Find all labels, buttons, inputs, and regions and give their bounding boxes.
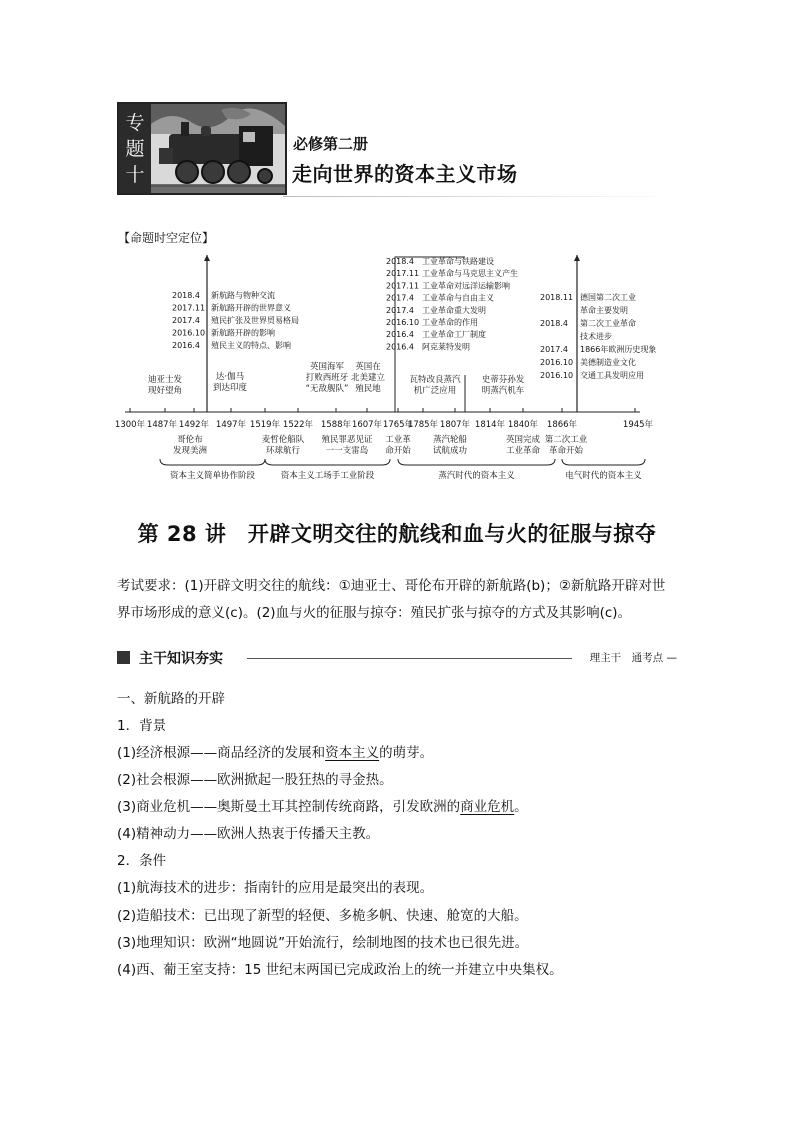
note-date: 2016.4 (172, 341, 200, 350)
note-topic: 革命主要发明 (580, 306, 628, 315)
header-banner (117, 102, 287, 195)
note-date: 2016.10 (540, 358, 574, 367)
event-below: 蒸汽轮船 (432, 435, 468, 445)
year-label: 1866年 (546, 420, 578, 430)
event-above: 殖民地 (355, 384, 381, 394)
year-label: 1300年 (114, 420, 146, 430)
stage-bracket (398, 459, 555, 465)
event-above: “无敌舰队” (305, 384, 349, 394)
year-label: 1492年 (178, 420, 210, 430)
year-label: 1785年 (407, 420, 439, 430)
event-below: 殖民罪恶见证 (321, 435, 373, 445)
note-topic: 工业革命重大发明 (422, 305, 486, 315)
year-label: 1607年 (351, 420, 383, 430)
event-above: 达·伽马 (215, 372, 245, 382)
year-label: 1945年 (622, 420, 654, 430)
year-label: 1807年 (439, 420, 471, 430)
section-name: 主干知识夯实 (139, 651, 223, 667)
event-above: 机广泛应用 (413, 386, 457, 396)
note-date: 2018.11 (540, 293, 574, 302)
year-label: 1765年 (382, 420, 414, 430)
background-item: (3)商业危机——奥斯曼土耳其控制传统商路，引发欧洲的商业危机。 (117, 799, 528, 815)
note-date: 2018.4 (540, 319, 568, 328)
timeline-heading: 【命题时空定位】 (118, 231, 215, 245)
event-below: 发现美洲 (172, 446, 208, 456)
condition-item: (1)航海技术的进步：指南针的应用是最突出的表现。 (117, 880, 434, 896)
note-topic: 工业革命工厂制度 (422, 330, 486, 340)
event-below: 工业革 (385, 435, 411, 445)
stage-label: 电气时代的资本主义 (565, 471, 642, 481)
note-date: 2016.4 (386, 342, 414, 352)
background-item: (2)社会根源——欧洲掀起一股狂热的寻金热。 (117, 772, 393, 788)
event-below: 革命开始 (548, 446, 584, 456)
badge-char: 十 (125, 163, 145, 186)
note-date: 2016.4 (386, 330, 414, 340)
year-label: 1840年 (507, 420, 539, 430)
event-above: 打败西班牙 (305, 373, 349, 383)
section-tagline: 理主干 通考点 — (589, 652, 677, 664)
event-above: 史蒂芬孙发 (481, 375, 525, 385)
event-below: 哥伦布 (177, 435, 203, 445)
heading-conditions: 2．条件 (117, 853, 167, 869)
condition-item: (2)造船技术：已出现了新型的轻便、多桅多帆、快速、舱宽的大船。 (117, 908, 528, 924)
background-item: (4)精神动力——欧洲人热衷于传播天主教。 (117, 826, 380, 842)
note-date: 2016.10 (172, 328, 206, 338)
topic-title: 走向世界的资本主义市场 (292, 162, 518, 186)
condition-item: (4)西、葡王室支持：15 世纪末两国已完成政治上的统一并建立中央集权。 (117, 962, 563, 978)
stage-label: 资本主义工场手工业阶段 (280, 471, 375, 481)
background-item: (1)经济根源——商品经济的发展和资本主义的萌芽。 (117, 745, 434, 761)
event-below: 命开始 (385, 446, 411, 456)
history-timeline (110, 245, 670, 495)
event-above: 英国海军 (309, 362, 345, 372)
event-below: 试航成功 (432, 446, 468, 456)
note-topic: 殖民扩张及世界贸易格局 (211, 316, 299, 325)
note-topic: 第二次工业革命 (580, 319, 636, 328)
note-date: 2017.4 (386, 293, 414, 303)
lecture-title: 第 28 讲 开辟文明交往的航线和血与火的征服与掠夺 (137, 522, 657, 546)
heading-background: 1．背景 (117, 718, 167, 734)
event-below: 工业革命 (505, 446, 541, 456)
stage-label: 蒸汽时代的资本主义 (438, 471, 515, 481)
note-date: 2017.4 (540, 345, 568, 354)
note-topic: 美德制造业文化 (580, 358, 636, 367)
note-topic: 德国第二次工业 (580, 293, 636, 302)
year-label: 1522年 (282, 420, 314, 430)
stage-label: 资本主义简单协作阶段 (169, 471, 256, 481)
note-topic: 工业革命与铁路建设 (422, 257, 494, 266)
year-label: 1814年 (474, 420, 506, 430)
event-above: 英国在 (355, 362, 381, 372)
new-routes-arrow-head (204, 255, 210, 261)
note-date: 2017.11 (386, 269, 420, 279)
exam-requirements: 考试要求：(1)开辟文明交往的航线：①迪亚士、哥伦布开辟的新航路(b)；②新航路开辟对世界市场形成的意义(c)。(2)血与火的征服与掠夺：殖民扩张与掠夺的方式及其影响(c)。 (117, 578, 666, 621)
note-topic: 工业革命与自由主义 (422, 293, 494, 303)
book-subtitle: 必修第二册 (293, 135, 369, 153)
event-below: 环球航行 (265, 446, 301, 456)
note-date: 2016.10 (386, 318, 420, 327)
note-topic: 工业革命对远洋运输影响 (422, 281, 510, 291)
note-date: 2016.10 (540, 371, 574, 380)
event-above: 北美建立 (350, 373, 386, 383)
electric-era-arrow-head (574, 255, 580, 261)
condition-item: (3)地理知识：欧洲“地圆说”开始流行，绘制地图的技术也已很先进。 (117, 935, 529, 951)
event-above: 明蒸汽机车 (481, 386, 525, 396)
topic-badge (119, 104, 151, 193)
note-topic: 新航路与物种交流 (211, 291, 275, 300)
event-above: 到达印度 (212, 383, 248, 393)
year-label: 1487年 (146, 420, 178, 430)
event-below: 第二次工业 (544, 435, 588, 445)
section-square-icon (117, 651, 130, 664)
note-date: 2018.4 (386, 257, 414, 266)
badge-char: 专 (125, 111, 145, 134)
event-above: 瓦特改良蒸汽 (409, 375, 461, 385)
heading-new-routes: 一、新航路的开辟 (117, 691, 225, 707)
note-date: 2017.4 (386, 305, 414, 315)
stage-bracket (562, 459, 645, 465)
note-topic: 工业革命与马克思主义产生 (422, 269, 518, 279)
note-topic: 殖民主义的特点、影响 (211, 341, 291, 350)
note-topic: 交通工具发明应用 (580, 371, 644, 380)
note-topic: 新航路开辟的影响 (211, 328, 275, 338)
event-above: 迪亚士发 (147, 375, 183, 385)
note-topic: 工业革命的作用 (422, 318, 478, 327)
note-date: 2017.4 (172, 316, 200, 325)
note-date: 2017.11 (386, 281, 420, 291)
event-below: 麦哲伦船队 (261, 435, 305, 445)
note-date: 2017.11 (172, 303, 206, 313)
year-label: 1588年 (320, 420, 352, 430)
section-rule (247, 658, 572, 659)
stage-bracket (160, 459, 265, 465)
year-label: 1497年 (215, 420, 247, 430)
event-below: 一一支雷岛 (325, 446, 369, 456)
steam-locomotive-image (151, 104, 285, 193)
note-topic: 技术进步 (580, 332, 612, 341)
event-above: 现好望角 (147, 386, 183, 396)
stage-bracket (265, 459, 390, 465)
section-bar (117, 648, 677, 668)
note-date: 2018.4 (172, 291, 200, 300)
badge-char: 题 (125, 137, 145, 160)
banner-divider (283, 196, 678, 197)
note-topic: 1866年欧洲历史现象 (580, 345, 657, 354)
event-below: 英国完成 (505, 435, 541, 445)
note-topic: 阿克莱特发明 (422, 342, 470, 352)
year-label: 1519年 (249, 420, 281, 430)
note-topic: 新航路开辟的世界意义 (211, 303, 291, 313)
